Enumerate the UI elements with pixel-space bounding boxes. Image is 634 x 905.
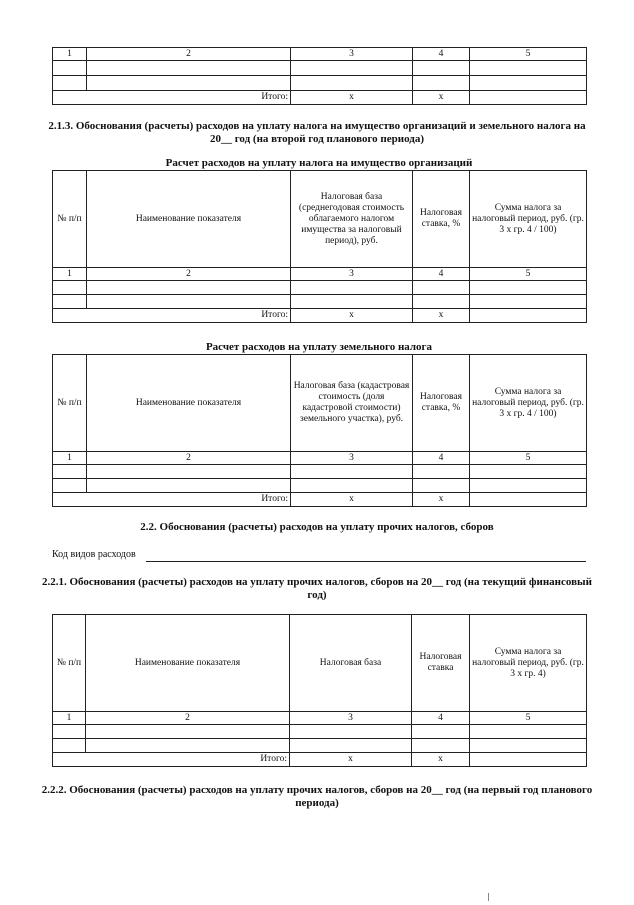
table-cell xyxy=(53,281,87,295)
table-cell xyxy=(53,295,87,309)
header-base: Налоговая база xyxy=(290,615,412,712)
table-cell xyxy=(87,465,291,479)
col-number-1: 1 xyxy=(53,712,86,725)
table-cell xyxy=(470,295,587,309)
col-number-4: 4 xyxy=(413,48,470,61)
table-cell xyxy=(53,61,87,76)
table-cell xyxy=(413,295,470,309)
total-x-mark: x xyxy=(412,753,470,767)
table-cell xyxy=(87,61,291,76)
col-number-4: 4 xyxy=(412,712,470,725)
total-label: Итого: xyxy=(53,309,291,323)
header-sum: Сумма налога за налоговый период, руб. (гр. 3 x гр. 4 / 100) xyxy=(470,355,587,452)
section-22-heading: 2.2. Обоснования (расчеты) расходов на уплату прочих налогов, сборов xyxy=(140,521,494,533)
table-row xyxy=(53,281,587,295)
col-number-3: 3 xyxy=(291,48,413,61)
table-cell xyxy=(87,281,291,295)
total-x-mark: x xyxy=(291,91,413,105)
col-number-1: 1 xyxy=(53,268,87,281)
table-cell xyxy=(413,281,470,295)
header-row xyxy=(53,355,587,452)
table-row xyxy=(53,295,587,309)
total-row xyxy=(53,309,587,323)
total-x-mark: x xyxy=(291,309,413,323)
total-label: Итого: xyxy=(53,753,290,767)
col-number-2: 2 xyxy=(87,48,291,61)
header-name: Наименование показателя xyxy=(87,171,291,268)
section-221-heading: 2.2.1. Обоснования (расчеты) расходов на уплату прочих налогов, сборов на 20__ год (на текущий финансовый год) xyxy=(42,576,592,601)
land-tax-table-title: Расчет расходов на уплату земельного налога xyxy=(205,341,433,353)
table-cell xyxy=(86,739,290,753)
table-cell xyxy=(86,725,290,739)
header-rate: Налоговая ставка xyxy=(412,615,470,712)
col-number-1: 1 xyxy=(53,452,87,465)
table-cell xyxy=(412,739,470,753)
total-row xyxy=(53,753,587,767)
table-cell xyxy=(53,465,87,479)
table-row xyxy=(53,465,587,479)
header-base: Налоговая база (кадастровая стоимость (доля кадастровой стоимости) земельного участка), руб. xyxy=(291,355,413,452)
table-cell xyxy=(470,739,587,753)
column-number-row xyxy=(53,452,587,465)
table-cell xyxy=(470,76,587,91)
header-sum: Сумма налога за налоговый период, руб. (гр. 3 x гр. 4 / 100) xyxy=(470,171,587,268)
table-row xyxy=(53,479,587,493)
table-cell xyxy=(87,295,291,309)
col-number-2: 2 xyxy=(87,268,291,281)
table-cell xyxy=(470,281,587,295)
table-row xyxy=(53,739,587,753)
section-222-heading: 2.2.2. Обоснования (расчеты) расходов на уплату прочих налогов, сборов на 20__ год (на первый год планового периода) xyxy=(41,784,593,809)
table-cell xyxy=(53,479,87,493)
column-number-row xyxy=(53,712,587,725)
scan-mark xyxy=(488,893,489,901)
table-cell xyxy=(291,76,413,91)
col-number-5: 5 xyxy=(470,268,587,281)
total-x-mark: x xyxy=(290,753,412,767)
table-cell xyxy=(470,61,587,76)
total-row xyxy=(53,91,587,105)
col-number-5: 5 xyxy=(470,48,587,61)
expense-type-code-label: Код видов расходов xyxy=(52,549,136,560)
table-cell xyxy=(412,725,470,739)
col-number-3: 3 xyxy=(291,452,413,465)
table-cell xyxy=(291,295,413,309)
table-cell xyxy=(290,725,412,739)
top-continuation-table xyxy=(52,47,587,105)
section-213-heading: 2.1.3. Обоснования (расчеты) расходов на уплату налога на имущество организаций и земельного налога на 20__ год (на второй год планового периода) xyxy=(48,120,586,145)
table-cell xyxy=(413,76,470,91)
column-number-row xyxy=(53,268,587,281)
col-number-4: 4 xyxy=(413,452,470,465)
total-row xyxy=(53,493,587,507)
total-x-mark: x xyxy=(413,309,470,323)
table-cell xyxy=(470,465,587,479)
table-cell xyxy=(291,479,413,493)
header-base: Налоговая база (среднегодовая стоимость облагаемого налогом имущества за налоговый период), руб. xyxy=(291,171,413,268)
table-cell xyxy=(291,61,413,76)
table-cell xyxy=(53,739,86,753)
col-number-3: 3 xyxy=(290,712,412,725)
table-cell xyxy=(470,753,587,767)
table-cell xyxy=(470,725,587,739)
header-name: Наименование показателя xyxy=(86,615,290,712)
col-number-3: 3 xyxy=(291,268,413,281)
total-x-mark: x xyxy=(291,493,413,507)
table-cell xyxy=(470,479,587,493)
table-row xyxy=(53,61,587,76)
header-num: № п/п xyxy=(53,355,87,452)
header-row xyxy=(53,615,587,712)
col-number-2: 2 xyxy=(87,452,291,465)
table-cell xyxy=(87,76,291,91)
header-sum: Сумма налога за налоговый период, руб. (гр. 3 x гр. 4) xyxy=(470,615,587,712)
table-cell xyxy=(87,479,291,493)
property-tax-table xyxy=(52,170,587,323)
total-label: Итого: xyxy=(53,493,291,507)
header-num: № п/п xyxy=(53,615,86,712)
table-cell xyxy=(413,61,470,76)
col-number-1: 1 xyxy=(53,48,87,61)
table-row xyxy=(53,76,587,91)
property-tax-table-title: Расчет расходов на уплату налога на имущество организаций xyxy=(165,157,473,169)
col-number-5: 5 xyxy=(470,452,587,465)
table-cell xyxy=(53,76,87,91)
table-cell xyxy=(413,479,470,493)
total-x-mark: x xyxy=(413,91,470,105)
land-tax-table xyxy=(52,354,587,507)
header-num: № п/п xyxy=(53,171,87,268)
table-cell xyxy=(53,725,86,739)
expense-type-code-field[interactable] xyxy=(146,561,586,562)
table-cell xyxy=(470,493,587,507)
column-number-row xyxy=(53,48,587,61)
total-label: Итого: xyxy=(53,91,291,105)
table-cell xyxy=(413,465,470,479)
table-cell xyxy=(470,91,587,105)
other-taxes-table xyxy=(52,614,587,767)
total-x-mark: x xyxy=(413,493,470,507)
col-number-2: 2 xyxy=(86,712,290,725)
header-name: Наименование показателя xyxy=(87,355,291,452)
table-cell xyxy=(291,465,413,479)
table-cell xyxy=(290,739,412,753)
table-cell xyxy=(470,309,587,323)
col-number-5: 5 xyxy=(470,712,587,725)
table-cell xyxy=(291,281,413,295)
col-number-4: 4 xyxy=(413,268,470,281)
table-row xyxy=(53,725,587,739)
header-rate: Налоговая ставка, % xyxy=(413,355,470,452)
header-rate: Налоговая ставка, % xyxy=(413,171,470,268)
header-row xyxy=(53,171,587,268)
